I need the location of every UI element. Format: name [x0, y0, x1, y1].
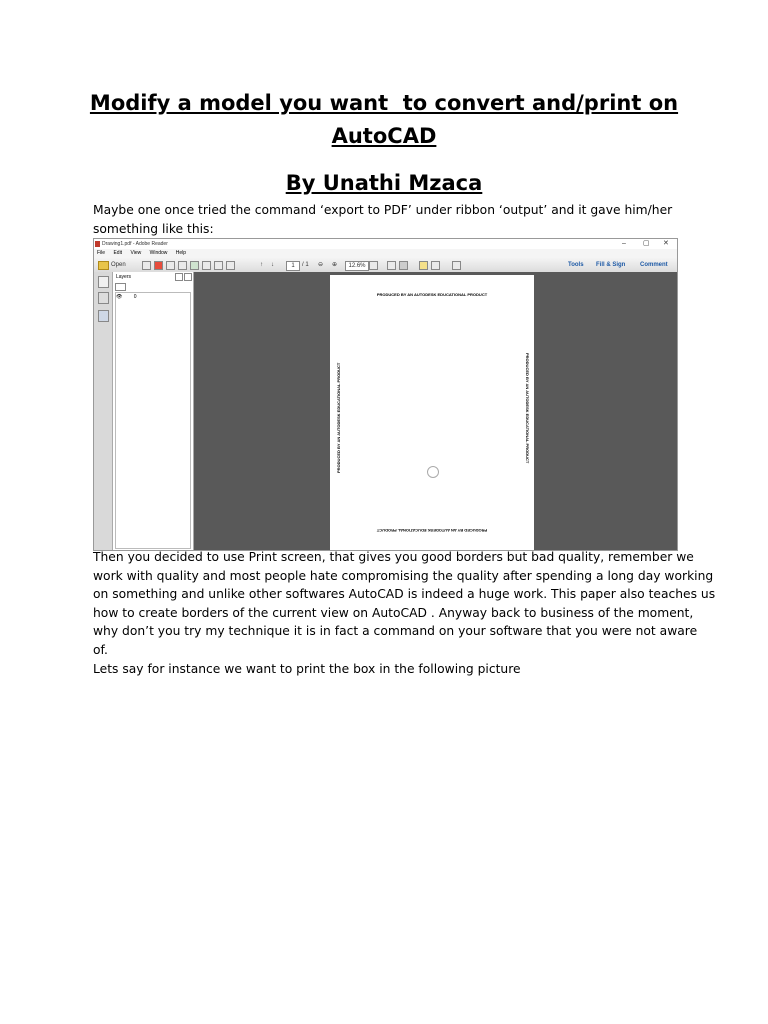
body-line-6: of. [93, 642, 108, 657]
page-total: / 1 [302, 262, 309, 268]
loading-circle-icon [427, 466, 439, 478]
zoom-dropdown-icon [369, 261, 378, 270]
attachments-icon [98, 292, 109, 304]
zoom-in-icon: ⊕ [332, 262, 338, 268]
page-stamp-top: PRODUCED BY AN AUTODESK EDUCATIONAL PRODUCT [376, 292, 488, 297]
tools-label: Tools [568, 262, 584, 268]
save-icon [202, 261, 211, 270]
body-line-1: Then you decided to use Print screen, that gives you good borders but bad quality, remember we [93, 550, 694, 564]
comment-icon [419, 261, 428, 270]
body-line-4: how to create borders of the current view on AutoCAD . Anyway back to business of the moment, [93, 605, 694, 620]
layers-title: Layers [116, 274, 132, 280]
fit-width-icon [399, 261, 408, 270]
intro-line-1: Maybe one once tried the command ‘export to PDF’ under ribbon ‘output’ and it gave him/her [93, 203, 673, 217]
menu-help: Help [175, 250, 187, 256]
title-line-2: AutoCAD [331, 124, 437, 148]
title-line-1: Modify a model you want to convert and/print on [89, 91, 679, 115]
adobe-reader-screenshot [93, 238, 678, 551]
page-stamp-bottom: PRODUCED BY AN AUTODESK EDUCATIONAL PRODUCT [376, 528, 488, 533]
layers-panel [113, 272, 194, 550]
intro-paragraph [93, 201, 683, 238]
minimize-icon: – [622, 240, 626, 247]
next-page-icon: ↓ [271, 262, 274, 268]
comment-label: Comment [640, 262, 668, 268]
zoom-field: 12.6% [345, 261, 369, 271]
layer-name: 0 [133, 294, 137, 300]
folder-icon [98, 261, 109, 270]
pdf-icon [95, 241, 100, 247]
email-icon [226, 261, 235, 270]
menu-file: File [97, 250, 106, 256]
page-number-field: 1 [286, 261, 300, 271]
page-stamp-left: PRODUCED BY AN AUTODESK EDUCATIONAL PRODUCT [336, 362, 341, 473]
fill-sign-label: Fill & Sign [596, 262, 626, 268]
prev-page-icon: ↑ [260, 262, 263, 268]
body-line-5: why don’t you try my technique it is in fact a command on your software that you were not aware [93, 624, 698, 639]
toolbar [94, 258, 677, 273]
window-titlebar [94, 239, 677, 249]
close-icon: ✕ [663, 240, 669, 247]
body-line-2: work with quality and most people hate compromising the quality after spending a long day working [93, 568, 714, 583]
eye-icon: 👁 [116, 294, 123, 300]
author-heading: By Unathi Mzaca [285, 171, 483, 195]
print-icon [214, 261, 223, 270]
page-thumbnails-icon [98, 276, 109, 288]
edit-icon [166, 261, 175, 270]
maximize-icon: ▢ [643, 240, 650, 247]
window-title: Drawing1.pdf - Adobe Reader [102, 241, 168, 247]
body-paragraph [93, 548, 716, 678]
pdf-export-icon [154, 261, 163, 270]
layers-list [115, 292, 191, 549]
menu-window: Window [149, 250, 168, 256]
fullscreen-icon [452, 261, 461, 270]
document-title [0, 87, 768, 153]
open-label: Open [111, 262, 126, 268]
body-line-3: on something and unlike other softwares AutoCAD is indeed a huge work. This paper also teaches us [93, 587, 716, 602]
share-icon [190, 261, 199, 270]
panel-options-icon [175, 273, 183, 281]
layers-icon [98, 310, 109, 322]
page-stamp-right: PRODUCED BY AN AUTODESK EDUCATIONAL PRODUCT [525, 353, 530, 464]
menu-edit: Edit [113, 250, 123, 256]
layer-row [116, 294, 137, 300]
document-canvas [194, 272, 677, 550]
fit-page-icon [387, 261, 396, 270]
navigation-sidebar [94, 272, 113, 550]
panel-close-icon [184, 273, 192, 281]
body-line-7: Lets say for instance we want to print the box in the following picture [93, 661, 521, 676]
intro-line-2: something like this: [93, 221, 214, 236]
zoom-out-icon: ⊖ [318, 262, 324, 268]
menu-bar [94, 249, 677, 258]
menu-view: View [130, 250, 142, 256]
highlight-icon [431, 261, 440, 270]
create-icon [142, 261, 151, 270]
pdf-page [330, 275, 534, 550]
layer-options-icon [115, 283, 126, 291]
sign-icon [178, 261, 187, 270]
